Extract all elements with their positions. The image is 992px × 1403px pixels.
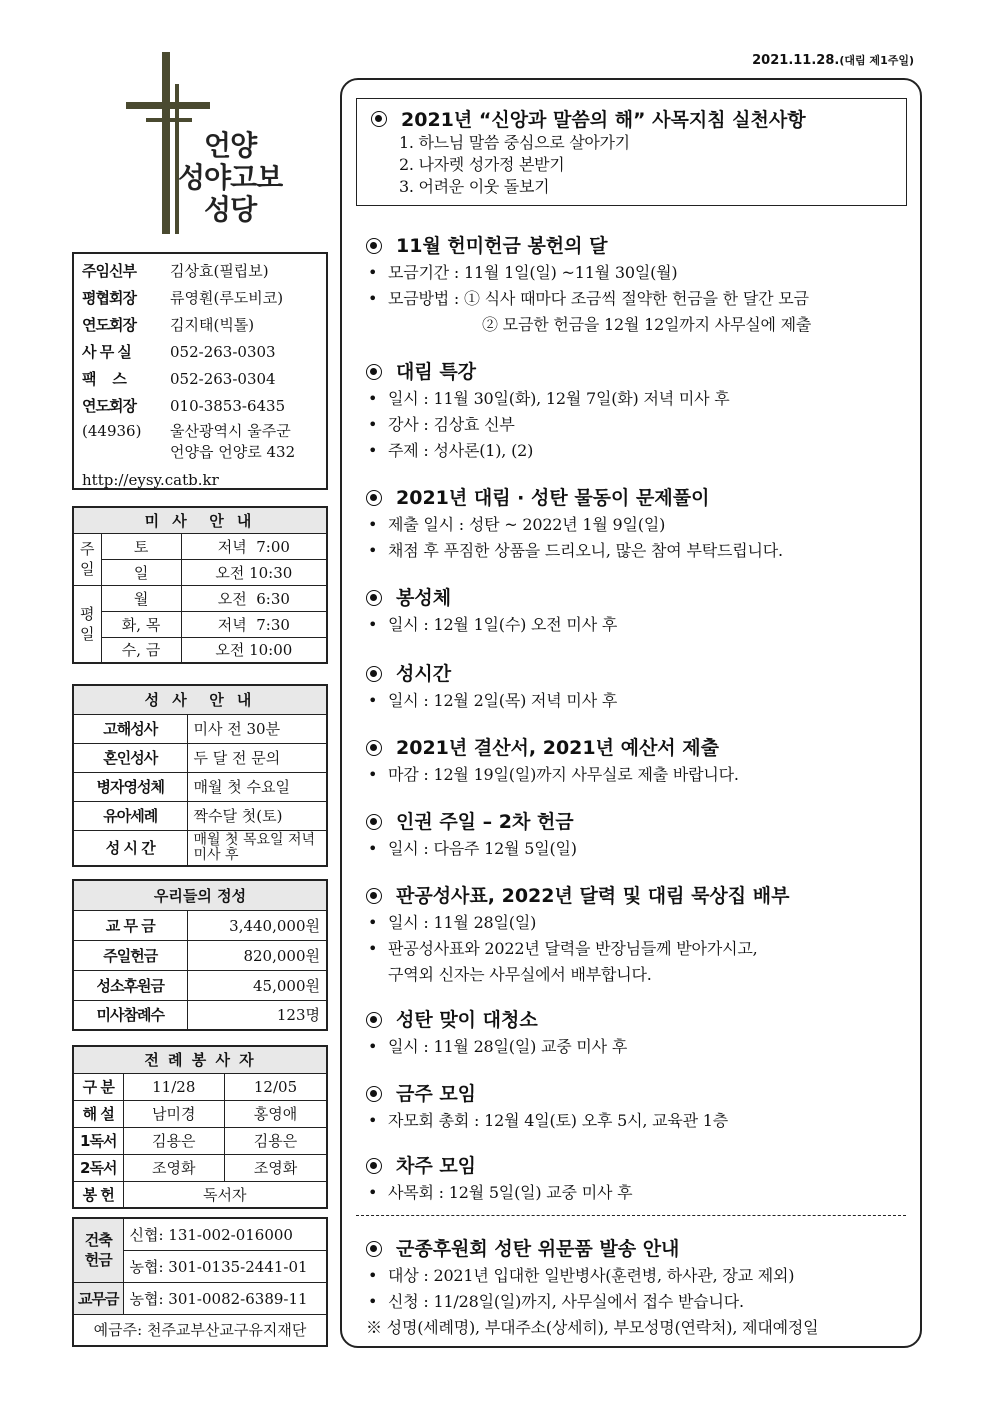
bullet-icon	[366, 1158, 382, 1174]
bullet-icon	[366, 1012, 382, 1028]
section-next-week-meeting: 차주 모임 • 사목회 : 12월 5일(일) 교중 미사 후	[368, 1155, 633, 1202]
bullet-icon	[366, 238, 382, 254]
liturgy-servers-table: 전 례 봉 사 자 구 분 11/28 12/05 해 설 남미경 홍영애 1독서 김용은 김용은 2독서 조영화 조영화 봉 헌 독서자	[72, 1045, 328, 1209]
bullet-icon	[366, 1241, 382, 1257]
church-logo	[118, 52, 318, 242]
bullet-icon	[366, 814, 382, 830]
offering-table: 우리들의 정성 교 무 금 3,440,000원 주일헌금 820,000원 성소후원금 45,000원 미사참례수 123명	[72, 879, 328, 1031]
church-name: 언양 성야고보 성당	[178, 129, 283, 226]
section-distribution: 판공성사표, 2022년 달력 및 대림 묵상집 배부 • 일시 : 11월 28일(일) • 판공성사표와 2022년 달력을 반장님들께 받아가시고, 구역외 신자는 사무실에서 배부합니다.	[368, 885, 790, 984]
bank-account-table: 건축 헌금 신협: 131-002-016000 농협: 301-0135-2441-01 교무금 농협: 301-0082-6389-11 예금주: 천주교부산교구유지재단	[72, 1217, 328, 1347]
bullet-icon	[366, 364, 382, 380]
section-budget: 2021년 결산서, 2021년 예산서 제출 • 마감 : 12월 19일(일)까지 사무실로 제출 바랍니다.	[368, 737, 739, 784]
website-link[interactable]: http://eysy.catb.kr	[82, 471, 219, 489]
bullet-icon	[366, 1086, 382, 1102]
mass-schedule-table: 미 사 안 내 주일 토 저녁 7:00 일 오전 10:30 평일 월 오전 6:30 화, 목 저녁 7:30 수, 금 오전 10:00	[72, 506, 328, 664]
section-cleaning: 성탄 맞이 대청소 • 일시 : 11월 28일(일) 교중 미사 후	[368, 1009, 628, 1056]
church-info-box: 주임신부 김상효(필립보) 평협회장 류영훤(루도비코) 연도회장 김지태(빅톨) 사 무 실 052-263-0303 팩 스 052-263-0304 연도회장 010-3853-6435 (44936) 울산광역시 울주군 언양읍 언양로 432 http://eysy.catb.kr	[72, 252, 328, 490]
section-quiz: 2021년 대림 · 성탄 물동이 문제풀이 • 제출 일시 : 성탄 ~ 2022년 1월 9일(일) • 채점 후 푸짐한 상품을 드리오니, 많은 참여 부탁드립니다.	[368, 487, 783, 560]
bullet-icon	[371, 111, 387, 127]
section-human-rights: 인권 주일 – 2차 헌금 • 일시 : 다음주 12월 5일(일)	[368, 811, 577, 858]
section-advent-lecture: 대림 특강 • 일시 : 11월 30일(화), 12월 7일(화) 저녁 미사 후 • 강사 : 김상효 신부 • 주제 : 성사론(1), (2)	[368, 361, 730, 460]
section-communion-sick: 봉성체 • 일시 : 12월 1일(수) 오전 미사 후	[368, 587, 618, 634]
section-military-support: 군종후원회 성탄 위문품 발송 안내 • 대상 : 2021년 입대한 일반병사(훈련병, 하사관, 장교 제외) • 신청 : 11/28일(일)까지, 사무실에서 접수 받습니다. ※ 성명(세례명), 부대주소(상세히), 부모성명(연락처), 제대예정일	[366, 1238, 819, 1337]
bulletin-date: 2021.11.28.(대림 제1주일)	[752, 53, 914, 68]
bullet-icon	[366, 666, 382, 682]
bullet-icon	[366, 740, 382, 756]
cross-bar-3	[146, 118, 192, 122]
sacrament-table: 성 사 안 내 고해성사 미사 전 30분 혼인성사 두 달 전 문의 병자영성체 매월 첫 수요일 유아세례 짝수달 첫(토) 성 시 간 매월 첫 목요일 저녁미사 후	[72, 684, 328, 867]
section-holy-hour: 성시간 • 일시 : 12월 2일(목) 저녁 미사 후	[368, 663, 618, 710]
section-this-week-meeting: 금주 모임 • 자모회 총회 : 12월 4일(토) 오후 5시, 교육관 1층	[368, 1083, 728, 1130]
bullet-icon	[366, 490, 382, 506]
bullet-icon	[366, 888, 382, 904]
divider	[356, 1215, 906, 1216]
bullet-icon	[366, 590, 382, 606]
pastoral-guide-box: 2021년 “신앙과 말씀의 해” 사목지침 실천사항 1. 하느님 말씀 중심으로 살아가기 2. 나자렛 성가정 본받기 3. 어려운 이웃 돌보기	[356, 98, 907, 206]
cross-bar	[126, 102, 210, 109]
cross-icon	[162, 52, 170, 234]
section-offering-month: 11월 헌미헌금 봉헌의 달 • 모금기간 : 11월 1일(일) ~11월 30일(월) • 모금방법 : ① 식사 때마다 조금씩 절약한 헌금을 한 달간 모금 ② 모금한 헌금을 12월 12일까지 사무실에 제출	[368, 235, 812, 334]
